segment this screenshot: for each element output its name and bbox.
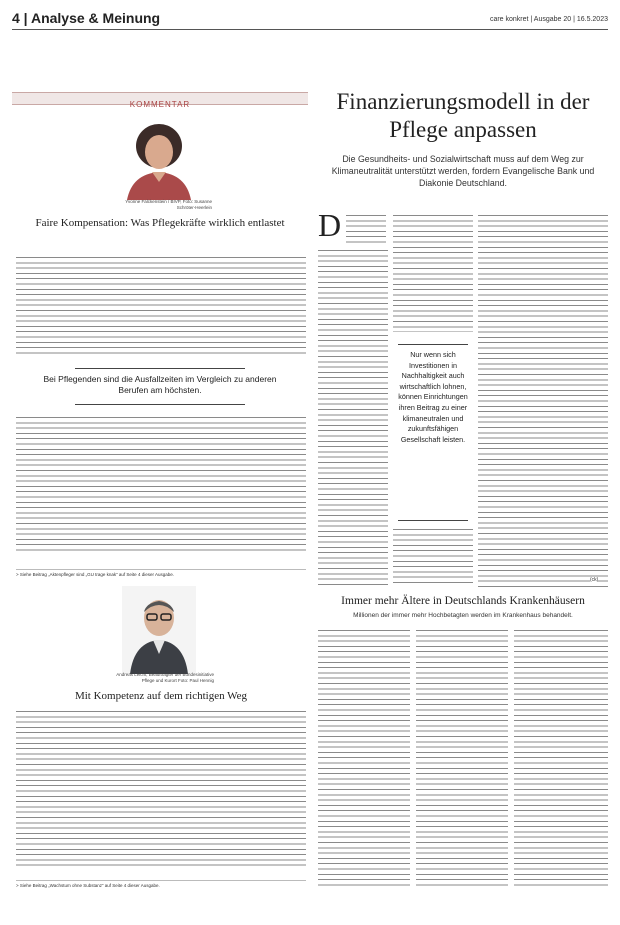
comment2-body: [16, 708, 306, 868]
brief-title: Immer mehr Ältere in Deutschlands Krankenhäusern: [341, 595, 585, 607]
pullquote-rule-bottom: [75, 404, 245, 405]
photo-caption-2: Andreas Leicht, Beauftragter der Bundesinitiative Pflege und Kurort Foto: Paul Hennig: [116, 672, 214, 683]
brief-col3: [514, 627, 608, 887]
brief-col2: [416, 627, 508, 887]
feature-dropcap: D: [318, 207, 342, 243]
feature-pullquote-rule-top: [398, 344, 468, 345]
feature-subtitle: Die Gesundheits- und Sozialwirtschaft muss auf dem Weg zur Klimaneutralität unterstützt werden, fordern Evangelische Bank und Diakonie Deutschland.: [331, 154, 595, 188]
comment2-footnote: > Siehe Beitrag „Wachstum ohne Substanz“ auf Seite 4 dieser Ausgabe.: [16, 880, 306, 888]
feature-col3b: [538, 212, 608, 576]
kommentar-pull-quote: Bei Pflegenden sind die Ausfallzeiten im Vergleich zu anderen Berufen am höchsten.: [43, 374, 277, 395]
kommentar-body-2: [16, 414, 306, 554]
author-photo-2: [122, 586, 196, 674]
feature-pullquote-rule-bottom: [398, 520, 468, 521]
feature-col2-top: [393, 212, 473, 332]
kommentar-label: KOMMENTAR: [129, 100, 191, 109]
edition-info: care konkret | Ausgabe 20 | 16.5.2023: [489, 16, 608, 23]
feature-col2-bottom: [393, 526, 473, 587]
comment2-title: Mit Kompetenz auf dem richtigen Weg: [74, 690, 248, 702]
section-title: 4 | Analyse & Meinung: [12, 10, 161, 26]
pullquote-rule-top: [75, 368, 245, 369]
kommentar-body-1: [16, 254, 306, 354]
brief-col1: [318, 627, 410, 887]
feature-col1-top: [346, 212, 386, 246]
photo-caption-1: Yvonne Falckenstein / BIVP, Foto: Susanne Schröter-Heerlein: [125, 199, 212, 210]
feature-end-mark: (ck): [590, 577, 599, 583]
kommentar-label-bar: [12, 92, 308, 109]
brief-subtitle: Millionen der immer mehr Hochbetagten werden im Krankenhaus behandelt.: [353, 612, 573, 619]
page-header: [12, 6, 608, 30]
author-photo-1: [122, 112, 196, 200]
feature-pull-quote: Nur wenn sich Investitionen in Nachhaltigkeit auch wirtschaftlich lohnen, können Einrichtungen ihren Beitrag zu einer klimaneutralen und zukunftsfähigen Gesellschaft leisten.: [398, 350, 468, 444]
kommentar-title: Faire Kompensation: Was Pflegekräfte wirklich entlastet: [35, 217, 285, 229]
kommentar-footnote: > Siehe Beitrag „Aktenpfleger sind „GU trage knak“ auf Seite 4 dieser Ausgabe.: [16, 569, 306, 577]
feature-col1: [318, 247, 388, 587]
feature-title: Finanzierungsmodell in der Pflege anpassen: [336, 89, 590, 142]
